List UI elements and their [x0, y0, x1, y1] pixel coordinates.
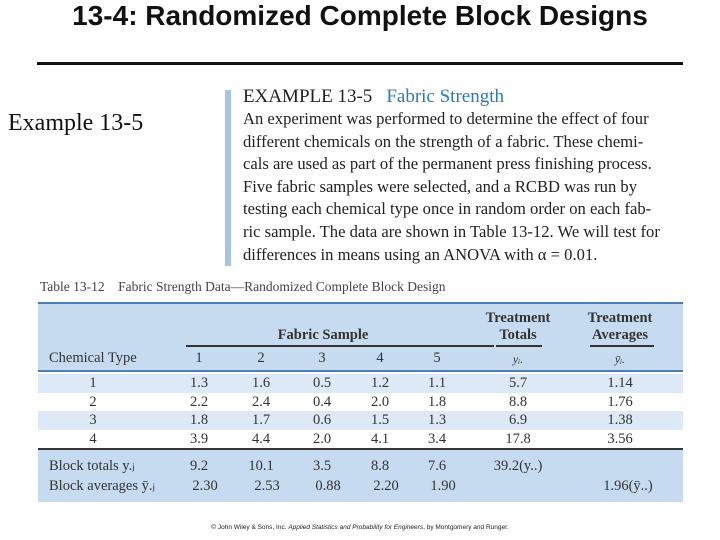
table-cell: 6.9: [508, 412, 528, 428]
table-caption: Table 13-12 Fabric Strength Data—Randomized Complete Block Design: [40, 279, 446, 294]
block-totals-cell: 8.8: [370, 458, 390, 474]
slide-title: 13-4: Randomized Complete Block Designs: [72, 0, 648, 31]
group-header: Fabric Sample: [277, 327, 369, 343]
table-header: [38, 302, 683, 372]
block-totals-cell: 10.1: [248, 458, 274, 474]
example-label: EXAMPLE 13-5: [243, 86, 373, 107]
averages-header-l1: Treatment: [587, 310, 653, 326]
example-line: An experiment was performed to determine the effect of four: [243, 109, 649, 128]
table-cell: 1.8: [189, 412, 209, 428]
credit-prefix: © John Wiley & Sons, Inc.: [211, 524, 289, 531]
table-row: [38, 411, 683, 430]
averages-symbol: ȳᵢ.: [614, 352, 626, 366]
table-cell: 1.7: [251, 412, 271, 428]
example-line: different chemicals on the strength of a fabric. These chemi-: [243, 131, 644, 151]
table-cell: 4.4: [251, 430, 271, 447]
chemical-type-cell: 3: [89, 412, 97, 428]
chemical-type-cell: 2: [89, 393, 97, 410]
table-cell: 1.8: [427, 393, 447, 410]
chemical-type-cell: 1: [89, 375, 97, 391]
table-cell: 3.9: [189, 430, 209, 447]
table-cell: 2.2: [189, 393, 209, 410]
example-accent-bar: [225, 90, 231, 266]
table-cell: 2.0: [312, 430, 332, 447]
table-cell: 1.2: [370, 375, 390, 391]
example-line: Five fabric samples were selected, and a RCBD was run by: [243, 176, 637, 196]
table-footer: [38, 448, 683, 502]
table-cell: 3.4: [427, 430, 447, 447]
data-table: [38, 302, 683, 502]
example-heading: Example 13-5: [8, 110, 144, 136]
table-cell: 1.14: [607, 375, 633, 391]
col-header: 4: [376, 350, 384, 366]
table-cell: 2.0: [370, 393, 390, 410]
table-row: [38, 393, 683, 412]
table-cell: 1.38: [607, 412, 633, 428]
averages-header: [580, 310, 660, 344]
table-row: [38, 374, 683, 393]
grand-total: 39.2(y..): [493, 458, 543, 474]
example-header: [243, 86, 504, 108]
col-header: 3: [318, 350, 326, 366]
credit-book: Applied Statistics and Probability for Engineers: [288, 524, 424, 531]
block-averages-cell: 1.90: [430, 478, 456, 494]
totals-header-l1: Treatment: [485, 310, 551, 326]
table-cell: 17.8: [505, 430, 531, 447]
block-totals-cell: 9.2: [189, 458, 209, 474]
table-cell: 0.5: [312, 375, 332, 391]
table-cell: 5.7: [508, 375, 528, 391]
title-rule: [37, 62, 683, 65]
block-totals-label: Block totals y.ⱼ: [49, 458, 135, 474]
averages-underline: [590, 345, 654, 347]
row-header: Chemical Type: [49, 350, 137, 366]
block-averages-cell: 2.53: [254, 478, 280, 494]
table-cell: 3.56: [607, 430, 633, 447]
totals-header: [478, 310, 558, 344]
copyright-credit: [0, 524, 720, 531]
block-totals-cell: 3.5: [312, 458, 332, 474]
table-row: [38, 430, 683, 449]
block-averages-cell: 2.30: [192, 478, 218, 494]
table-cell: 1.76: [607, 393, 633, 410]
table-cell: 0.4: [312, 393, 332, 410]
table-cell: 8.8: [508, 393, 528, 410]
block-averages-cell: 0.88: [315, 478, 341, 494]
totals-underline: [496, 345, 542, 347]
col-header: 5: [433, 350, 441, 366]
example-line: testing each chemical type once in random order on each fab-: [243, 199, 652, 219]
example-body: [243, 108, 698, 266]
credit-suffix: , by Montgomery and Runger.: [423, 524, 509, 531]
block-averages-cell: 2.20: [373, 478, 399, 494]
totals-symbol: yᵢ.: [512, 352, 524, 366]
example-line: ric sample. The data are shown in Table 13-12. We will test for: [243, 221, 660, 241]
block-totals-cell: 7.6: [427, 458, 447, 474]
table-cell: 1.6: [251, 375, 271, 391]
col-header: 1: [195, 350, 203, 366]
table-cell: 1.5: [370, 412, 390, 428]
example-line: cals are used as part of the permanent press finishing process.: [243, 154, 652, 174]
totals-header-l2: Totals: [499, 327, 537, 343]
example-name: Fabric Strength: [386, 86, 504, 107]
averages-header-l2: Averages: [591, 327, 649, 343]
block-averages-label: Block averages ȳ.ⱼ: [49, 478, 156, 494]
table-cell: 0.6: [312, 412, 332, 428]
table-cell: 1.3: [427, 412, 447, 428]
example-line: differences in means using an ANOVA with α = 0.01.: [243, 244, 598, 264]
col-header: 2: [257, 350, 265, 366]
table-cell: 4.1: [370, 430, 390, 447]
chemical-type-cell: 4: [89, 430, 97, 447]
table-cell: 1.1: [427, 375, 447, 391]
group-underline: [186, 345, 494, 347]
table-cell: 1.3: [189, 375, 209, 391]
grand-average: 1.96(ȳ..): [603, 478, 653, 494]
table-cell: 2.4: [251, 393, 271, 410]
